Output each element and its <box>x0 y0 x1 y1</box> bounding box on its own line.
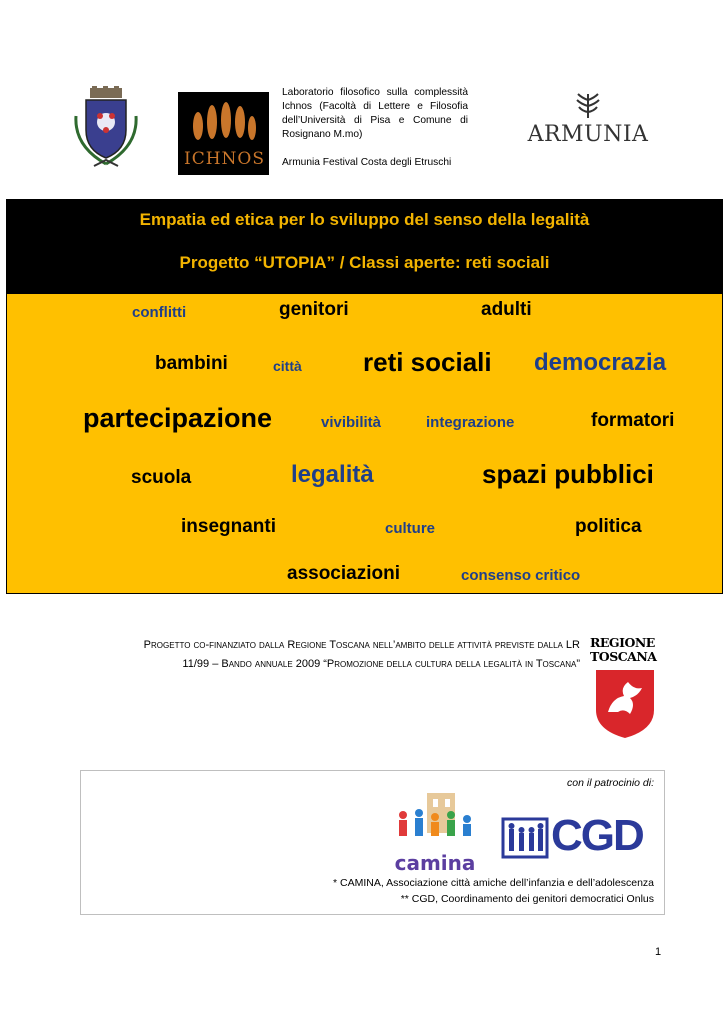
cloud-word: consenso critico <box>461 567 581 584</box>
page-number: 1 <box>655 946 662 958</box>
cloud-word: democrazia <box>534 349 667 376</box>
cloud-word: partecipazione <box>83 403 273 433</box>
funding-line: 11/99 – Bando annuale 2009 “Promozione della cultura della legalità in Toscana” <box>182 658 580 670</box>
title-banner <box>6 199 723 294</box>
lab-description <box>282 86 468 170</box>
cloud-word: genitori <box>279 299 349 320</box>
ichnos-logo-text: ICHNOS <box>184 149 266 169</box>
region-name-line: REGIONE <box>590 635 655 650</box>
cloud-word: legalità <box>291 461 374 488</box>
cloud-word: politica <box>575 516 642 537</box>
project-subtitle: Progetto “UTOPIA” / Classi aperte: reti sociali <box>179 253 550 272</box>
regione-toscana-logo <box>590 636 660 740</box>
festival-line: Armunia Festival Costa degli Etruschi <box>282 157 452 168</box>
camina-logo-text: camina <box>394 851 476 875</box>
region-name-line: TOSCANA <box>590 649 657 664</box>
patronage-label: con il patrocinio di: <box>567 777 654 789</box>
armunia-logo-text: ARMUNIA <box>527 122 649 147</box>
cloud-word: integrazione <box>426 414 515 431</box>
word-cloud <box>6 294 723 594</box>
children-figures-icon <box>393 793 477 853</box>
cgd-logo-text: CGD <box>551 811 643 860</box>
cloud-word: culture <box>385 520 436 537</box>
municipal-crest-logo <box>70 86 142 174</box>
ichnos-logo <box>178 92 269 175</box>
pegasus-shield-icon <box>592 668 658 740</box>
cloud-word: associazioni <box>287 563 400 584</box>
plant-icon <box>520 92 656 122</box>
patronage-box <box>80 770 665 915</box>
cloud-word: bambini <box>155 353 228 374</box>
cloud-word: conflitti <box>132 304 187 321</box>
cloud-word: formatori <box>591 410 675 431</box>
funding-statement <box>80 636 580 674</box>
cgd-logo <box>501 811 647 861</box>
cloud-word: adulti <box>481 299 532 320</box>
cgd-note: ** CGD, Coordinamento dei genitori democratici Onlus <box>400 893 654 905</box>
camina-logo <box>393 793 477 875</box>
funding-line: Progetto co-finanziato dalla Regione Toscana nell’ambito delle attività previste dalla LR <box>143 639 580 651</box>
cloud-word: reti sociali <box>363 347 492 377</box>
armunia-logo <box>520 92 656 154</box>
regione-toscana-name <box>590 636 660 664</box>
main-title: Empatia ed etica per lo sviluppo del senso della legalità <box>139 210 590 229</box>
lab-description-line: Laboratorio filosofico sulla complessità Ichnos (Facoltà di Lettere e Filosofia dell’Università di Pisa e Comune di Rosignano M.mo) <box>282 87 468 140</box>
cloud-word: spazi pubblici <box>482 459 654 489</box>
hand-prints-icon <box>188 100 260 146</box>
cloud-word: insegnanti <box>181 516 277 537</box>
cloud-word: vivibilità <box>321 414 382 431</box>
cloud-word: scuola <box>131 467 192 488</box>
camina-note: * CAMINA, Associazione città amiche dell’infanzia e dell’adolescenza <box>333 877 654 889</box>
cloud-word: città <box>273 358 302 374</box>
